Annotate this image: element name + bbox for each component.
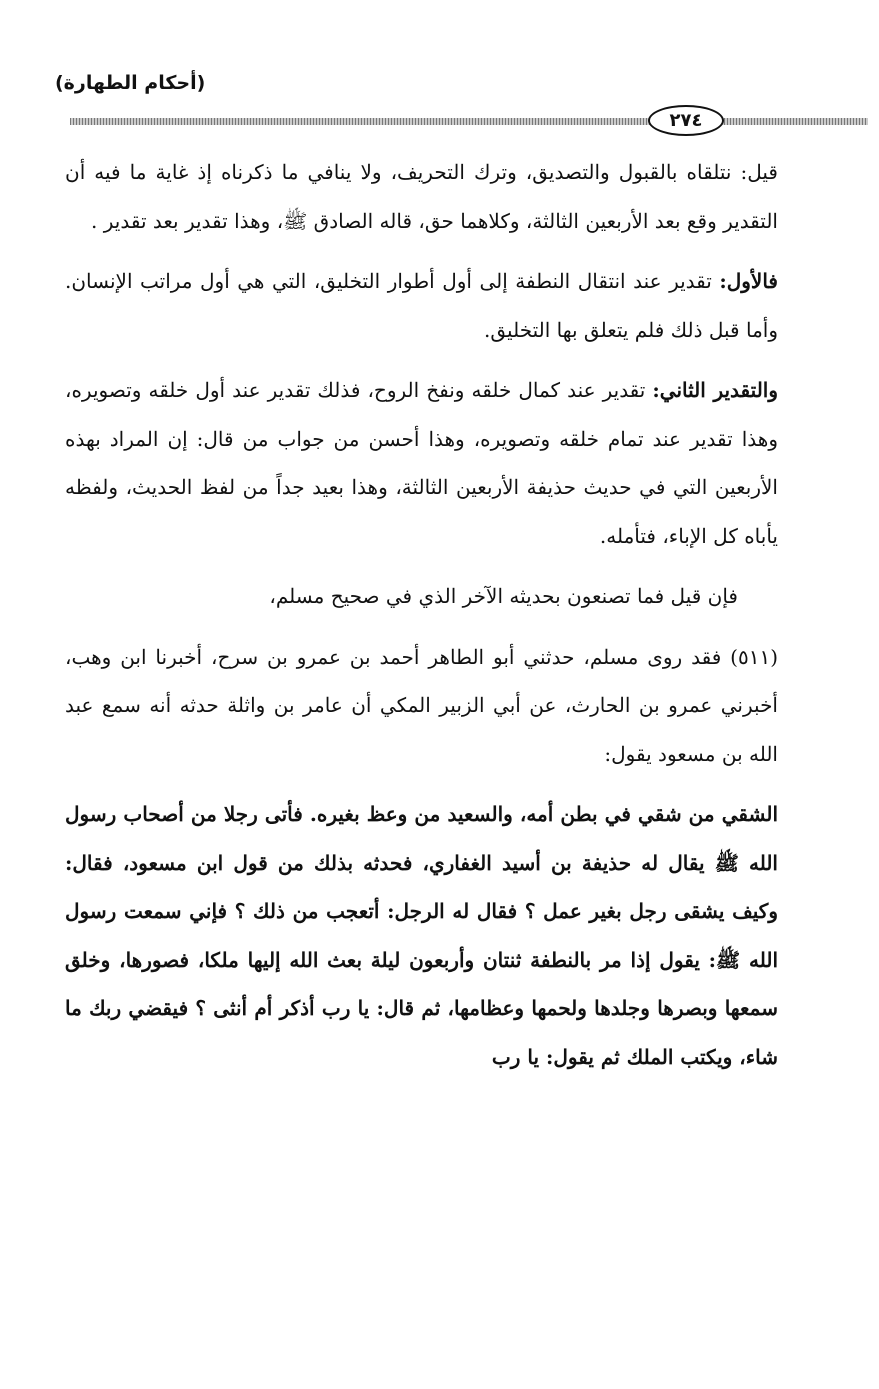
- header-rule: [70, 118, 868, 125]
- paragraph-3-text: تقدير عند كمال خلقه ونفخ الروح، فذلك تقدير عند أول خلقه وتصويره، وهذا تقدير عند تمام خلقه وتصويره، وهذا أحسن من جواب من قال: إن المراد بهذه الأربعين التي في حديث حذيفة الأربعين الثالثة، وهذا بعيد جداً من لفظ الحديث، ولفظه يأباه كل الإباء، فتأمله.: [65, 378, 778, 548]
- paragraph-2-text: تقدير عند انتقال النطفة إلى أول أطوار التخليق، التي هي أول مراتب الإنسان. وأما قبل ذلك فلم يتعلق بها التخليق.: [65, 269, 778, 342]
- running-title: (أحكام الطهارة): [55, 72, 206, 94]
- paragraph-3: [65, 366, 778, 560]
- paragraph-2: [65, 257, 778, 354]
- page-body: [65, 148, 778, 1093]
- hadith-text: الشقي من شقي في بطن أمه، والسعيد من وعظ بغيره. فأتى رجلا من أصحاب رسول الله ﷺ يقال له حذيفة بن أسيد الغفاري، فحدثه بذلك من قول ابن مسعود، فقال: وكيف يشقى رجل بغير عمل ؟ فقال له الرجل: أتعجب من ذلك ؟ فإني سمعت رسول الله ﷺ: يقول إذا مر بالنطفة ثنتان وأربعون ليلة بعث الله إليها ملكا، فصورها، وخلق سمعها وبصرها وجلدها ولحمها وعظامها، ثم قال: يا رب أذكر أم أنثى ؟ فيقضي ربك ما شاء، ويكتب الملك ثم يقول: يا رب: [65, 802, 778, 1069]
- paragraph-2-lead: فالأول:: [719, 269, 778, 293]
- paragraph-4: فإن قيل فما تصنعون بحديثه الآخر الذي في صحيح مسلم،: [269, 584, 738, 608]
- page-number: ٢٧٤: [648, 105, 724, 136]
- page-header: [0, 0, 879, 135]
- paragraph-1: قيل: نتلقاه بالقبول والتصديق، وترك التحريف، ولا ينافي ما ذكرناه إذ غاية ما فيه أن التقدير وقع بعد الأربعين الثالثة، وكلاهما حق، قاله الصادق ﷺ، وهذا تقدير بعد تقدير .: [65, 160, 778, 233]
- paragraph-5: (٥١١) فقد روى مسلم، حدثني أبو الطاهر أحمد بن عمرو بن سرح، أخبرنا ابن وهب، أخبرني عمرو بن الحارث، عن أبي الزبير المكي أن عامر بن واثلة حدثه أنه سمع عبد الله بن مسعود يقول:: [65, 644, 778, 766]
- paragraph-3-lead: والتقدير الثاني:: [652, 378, 779, 402]
